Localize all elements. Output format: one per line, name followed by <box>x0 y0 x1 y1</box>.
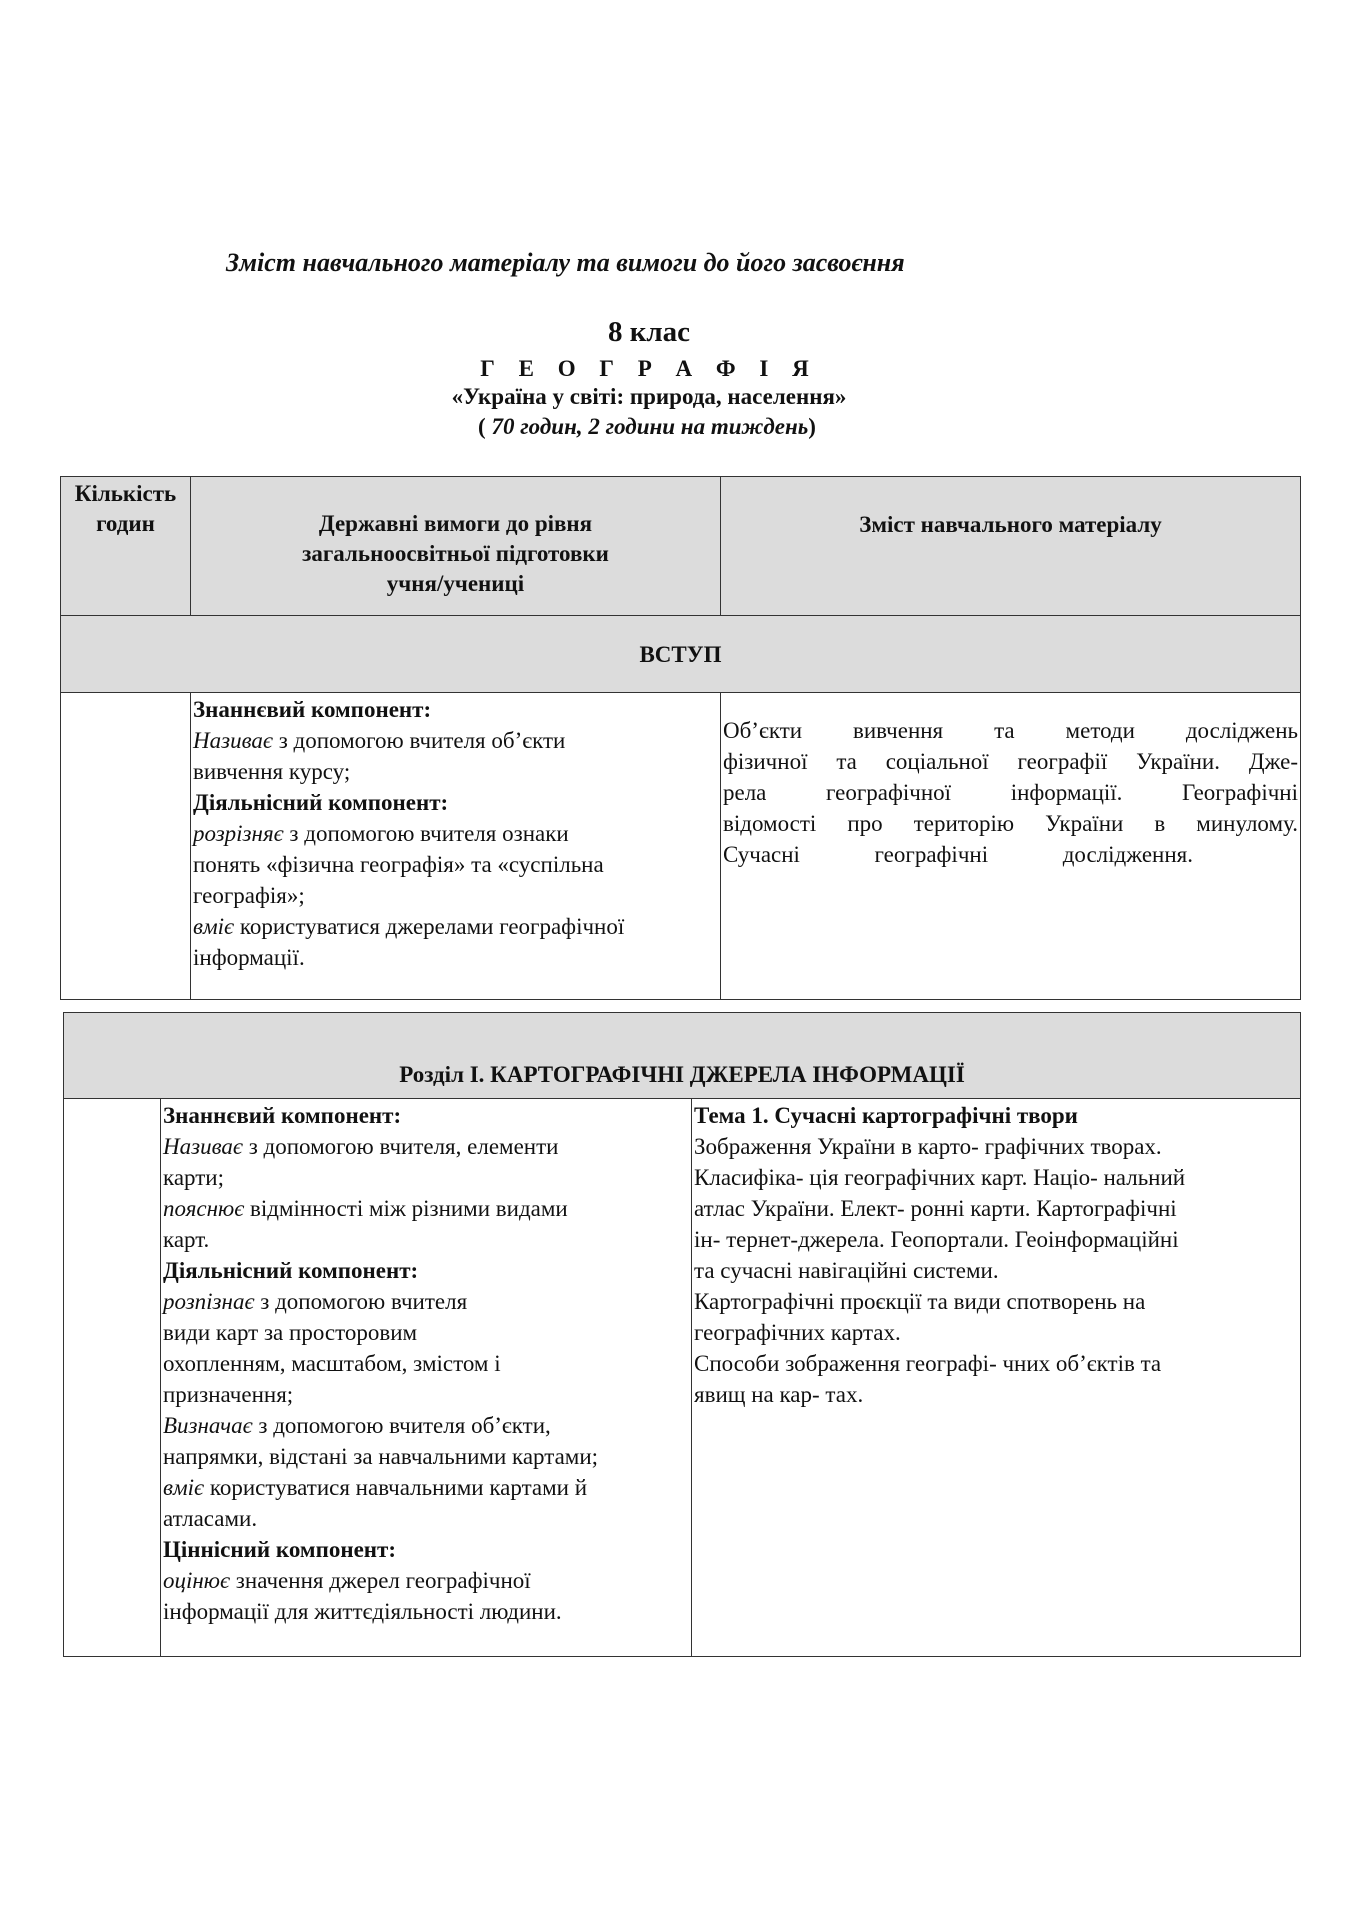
component-title: Ціннісний компонент: <box>163 1537 396 1562</box>
requirement-line: охопленням, масштабом, змістом і <box>163 1351 501 1376</box>
requirement-line: вивчення курсу; <box>193 759 351 784</box>
requirement-verb: вміє <box>163 1475 205 1500</box>
subject-heading: Г Е О Г Р А Ф І Я <box>480 356 818 381</box>
content-line: явищ на кар- тах. <box>694 1382 864 1407</box>
content-line: Картографічні проєкції та види спотворень на <box>694 1289 1146 1314</box>
grade-heading: 8 клас <box>607 316 691 348</box>
requirement-verb: вміє <box>193 914 235 939</box>
requirement-line: напрямки, відстані за навчальними картами; <box>163 1444 599 1469</box>
component-title: Знаннєвий компонент: <box>193 697 432 722</box>
header-req-line3: учня/учениці <box>386 571 525 596</box>
requirement-line <box>163 1410 689 1441</box>
header-requirements-cell <box>191 477 721 616</box>
table-header-row <box>61 477 1301 616</box>
requirement-verb: Називає <box>163 1134 243 1159</box>
requirement-text: з допомогою вчителя <box>254 1289 468 1314</box>
content-line: Об’єкти вивчення та методи досліджень <box>723 718 1298 743</box>
requirement-text: з допомогою вчителя об’єкти <box>272 728 566 753</box>
section-row-intro <box>61 616 1301 693</box>
section-title-intro: ВСТУП <box>61 616 1301 693</box>
content-line: Зображення України в карто- графічних творах. <box>694 1134 1162 1159</box>
requirement-line: карт. <box>163 1227 210 1252</box>
requirement-verb: розпізнає <box>163 1289 255 1314</box>
header-hours-cell <box>61 477 191 616</box>
requirement-line <box>193 725 718 756</box>
requirement-text: з допомогою вчителя, елементи <box>242 1134 559 1159</box>
requirement-line: інформації. <box>193 945 305 970</box>
table-row <box>64 1099 1301 1657</box>
header-hours-line2: годин <box>96 511 155 536</box>
content-cell <box>692 1099 1301 1657</box>
requirement-line <box>163 1565 689 1596</box>
requirement-line <box>193 818 718 849</box>
requirement-line: географія»; <box>193 883 305 908</box>
topic-title: Тема 1. Сучасні картографічні твори <box>694 1103 1078 1128</box>
requirement-verb: Називає <box>193 728 273 753</box>
content-line: атлас України. Елект- ронні карти. Картографічні <box>694 1196 1177 1221</box>
content-line: Сучасні географічні дослідження. <box>723 842 1193 867</box>
requirement-text: значення джерел географічної <box>230 1568 531 1593</box>
requirement-line: інформації для життєдіяльності людини. <box>163 1599 562 1624</box>
requirement-verb: пояснює <box>163 1196 245 1221</box>
requirement-line: види карт за просторовим <box>163 1320 418 1345</box>
header-content-cell: Зміст навчального матеріалу <box>721 477 1301 616</box>
header-req-line1: Державні вимоги до рівня <box>318 511 593 536</box>
requirement-line: понять «фізична географія» та «суспільна <box>193 852 604 877</box>
content-line: географічних картах. <box>694 1320 901 1345</box>
component-title: Діяльнісний компонент: <box>193 790 449 815</box>
header-hours-line1: Кількість <box>74 481 177 506</box>
requirement-verb: розрізняє <box>193 821 284 846</box>
hours-note <box>0 414 1326 440</box>
requirements-cell <box>191 693 721 1000</box>
requirement-line: карти; <box>163 1165 224 1190</box>
requirement-text: користуватися джерелами географічної <box>234 914 625 939</box>
requirement-line: атласами. <box>163 1506 258 1531</box>
content-line: рела географічної інформації. Географічні <box>723 780 1298 805</box>
hours-text: 70 годин, 2 години на тиждень <box>491 414 809 439</box>
requirement-line: призначення; <box>163 1382 294 1407</box>
requirement-text: відмінності між різними видами <box>244 1196 568 1221</box>
table-row <box>61 693 1301 1000</box>
course-title: «Україна у світі: природа, населення» <box>451 384 847 409</box>
requirement-verb: Визначає <box>163 1413 253 1438</box>
content-line: ін- тернет-джерела. Геопортали. Геоінформаційні <box>694 1227 1179 1252</box>
requirement-line <box>163 1131 689 1162</box>
requirement-text: з допомогою вчителя об’єкти, <box>252 1413 551 1438</box>
hours-cell <box>61 693 191 1000</box>
content-line: Способи зображення географі- чних об’єктів та <box>694 1351 1162 1376</box>
requirement-line <box>193 911 718 942</box>
component-title: Знаннєвий компонент: <box>163 1103 402 1128</box>
hours-close-paren: ) <box>808 414 816 439</box>
hours-cell <box>64 1099 161 1657</box>
component-title: Діяльнісний компонент: <box>163 1258 419 1283</box>
header-req-line2: загальноосвітньої підготовки <box>302 541 609 566</box>
hours-open-paren: ( <box>478 414 486 439</box>
requirement-verb: оцінює <box>163 1568 231 1593</box>
requirements-cell <box>161 1099 692 1657</box>
requirement-text: з допомогою вчителя ознаки <box>283 821 569 846</box>
content-line: та сучасні навігаційні системи. <box>694 1258 999 1283</box>
content-line: відомості про територію України в минулому. <box>723 811 1298 836</box>
content-line: фізичної та соціальної географії України. Дже- <box>723 749 1298 774</box>
document-title: Зміст навчального матеріалу та вимоги до його засвоєння <box>226 248 905 277</box>
requirement-line <box>163 1193 689 1224</box>
intro-table <box>60 476 1301 1000</box>
requirement-line <box>163 1286 689 1317</box>
content-line: Класифіка- ція географічних карт. Націо- нальний <box>694 1165 1186 1190</box>
requirement-line <box>163 1472 689 1503</box>
section-title-1: Розділ І. КАРТОГРАФІЧНІ ДЖЕРЕЛА ІНФОРМАЦІЇ <box>64 1013 1301 1099</box>
requirement-text: користуватися навчальними картами й <box>204 1475 588 1500</box>
section1-table <box>63 1012 1301 1657</box>
section-row-1 <box>64 1013 1301 1099</box>
content-cell <box>721 693 1301 1000</box>
